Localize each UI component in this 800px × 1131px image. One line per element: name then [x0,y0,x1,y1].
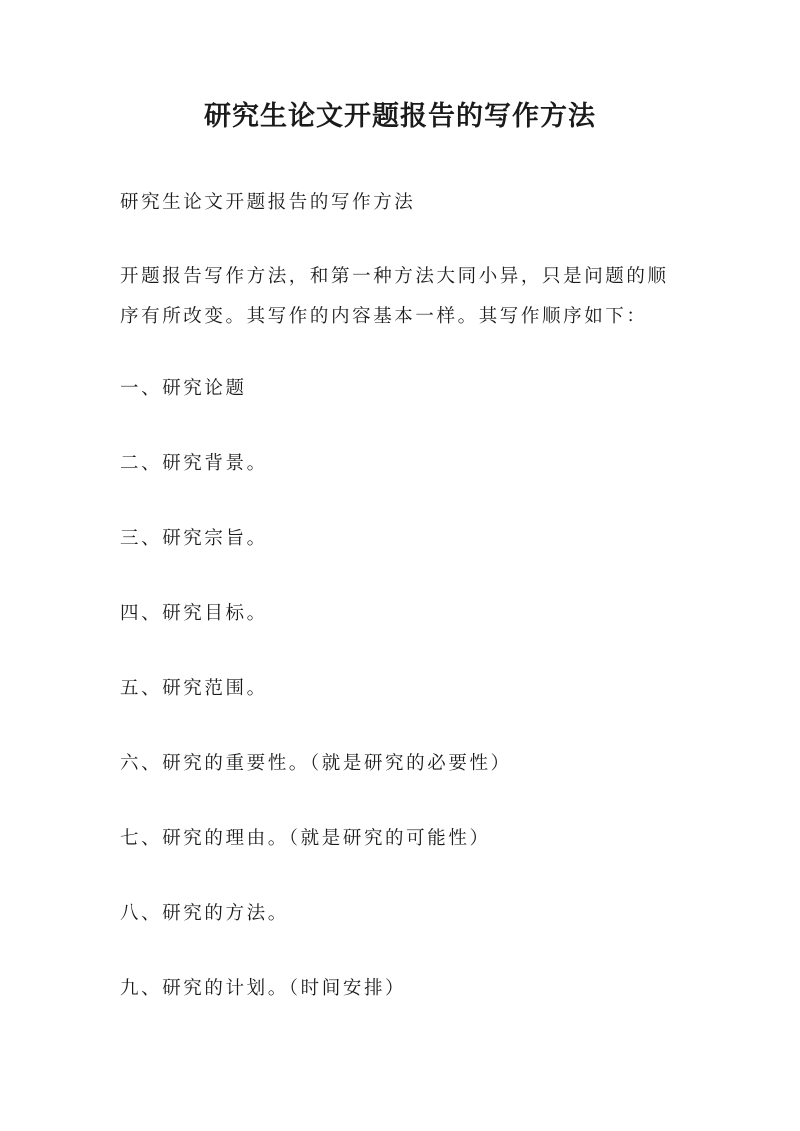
list-item: 四、研究目标。 [120,603,268,624]
intro-paragraph: 开题报告写作方法，和第一种方法大同小异，只是问题的顺序有所改变。其写作的内容基本一样。其写作顺序如下： [120,266,669,327]
list-item: 六、研究的重要性。（就是研究的必要性） [120,753,512,774]
list-item: 八、研究的方法。 [120,903,289,924]
list-item: 二、研究背景。 [120,453,268,474]
document-subtitle: 研究生论文开题报告的写作方法 [120,192,416,213]
outline-list [120,369,512,1044]
list-item: 一、研究论题 [120,378,247,399]
list-item: 三、研究宗旨。 [120,528,268,549]
list-item: 九、研究的计划。（时间安排） [120,978,407,999]
list-item: 五、研究范围。 [120,678,268,699]
document-title: 研究生论文开题报告的写作方法 [204,101,596,132]
list-item: 七、研究的理由。（就是研究的可能性） [120,828,491,849]
